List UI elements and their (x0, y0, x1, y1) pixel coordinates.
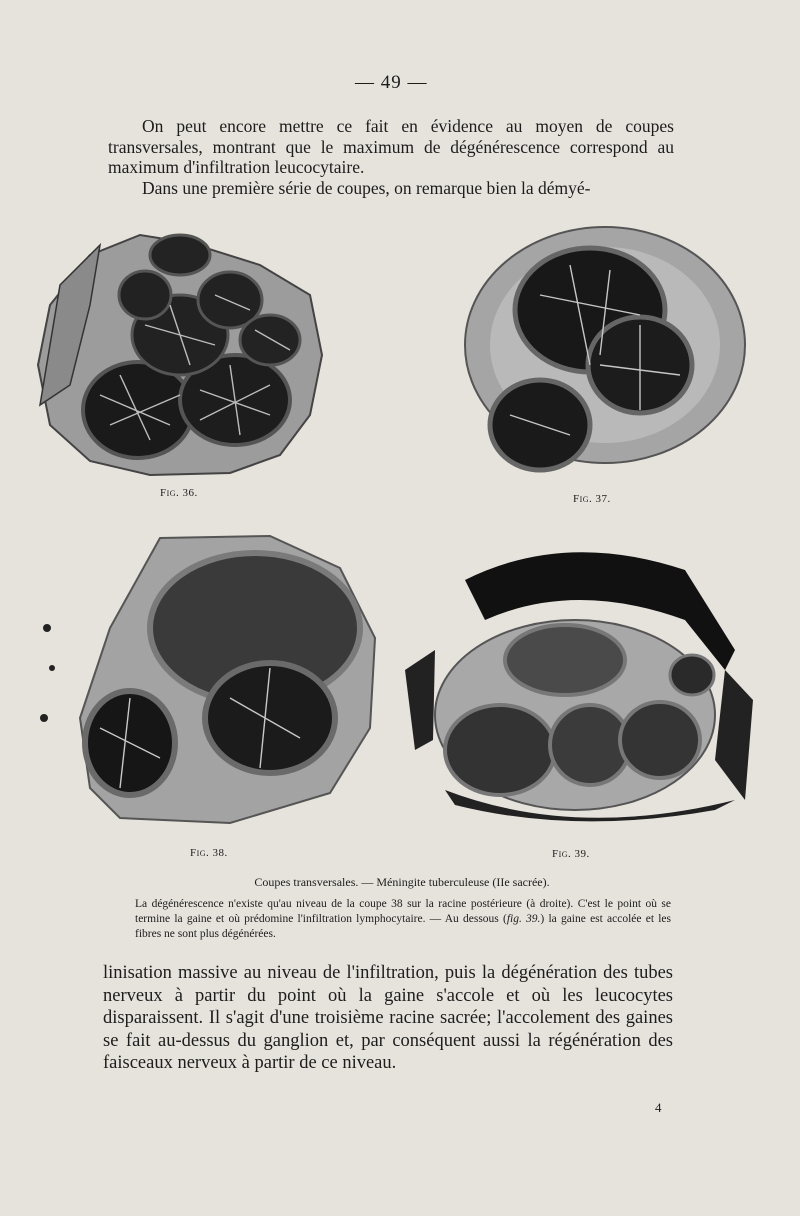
figure-38-label: Fig. 38. (190, 847, 228, 859)
signature-mark: 4 (655, 1100, 662, 1115)
figure-39-image (395, 540, 760, 835)
figure-36-image (30, 225, 330, 485)
figure-37-image (440, 215, 750, 485)
figure-37-label: Fig. 37. (573, 493, 611, 505)
figure-36-label: Fig. 36. (160, 487, 198, 499)
caption-title: Coupes transversales. — Méningite tuberculeuse (IIe sacrée). (254, 875, 550, 889)
intro-paragraph-line-1: On peut encore mettre ce fait en évidence au moyen de coupes transversales, montrant que le maximum de dégénérescence correspond au maximum d'infiltration leucocytaire. (108, 116, 674, 177)
intro-paragraph (108, 116, 674, 198)
continuation-paragraph-text: linisation massive au niveau de l'infiltration, puis la dégénération des tubes nerveux à partir du point où la gaine s'accole et où les leucocytes disparaissent. Il s'agit d'une troisième racine sacrée; l'accolement des gaines se fait au-dessus du ganglion et, par conséquent aussi la régénération des faisceaux nerveux à partir de ce niveau. (103, 963, 673, 1073)
caption-body (135, 897, 671, 942)
caption-body-part-2: ) la gaine est accolée et les fibres ne sont plus dégénérées. (135, 913, 671, 940)
caption-figure-reference: fig. 39. (506, 913, 541, 925)
caption-body-part-1: La dégénérescence n'existe qu'au niveau de la coupe 38 sur la racine postérieure (à droite). C'est le point où se termine la gaine et où prédomine l'infiltration lymphocytaire. — Au dessous ( (135, 898, 671, 925)
figure-38-image (30, 528, 380, 838)
continuation-paragraph (103, 962, 673, 1075)
intro-paragraph-line-2: Dans une première série de coupes, on remarque bien la démyé- (142, 177, 591, 198)
figure-39-label: Fig. 39. (552, 848, 590, 860)
page-number: — 49 — (355, 72, 428, 93)
